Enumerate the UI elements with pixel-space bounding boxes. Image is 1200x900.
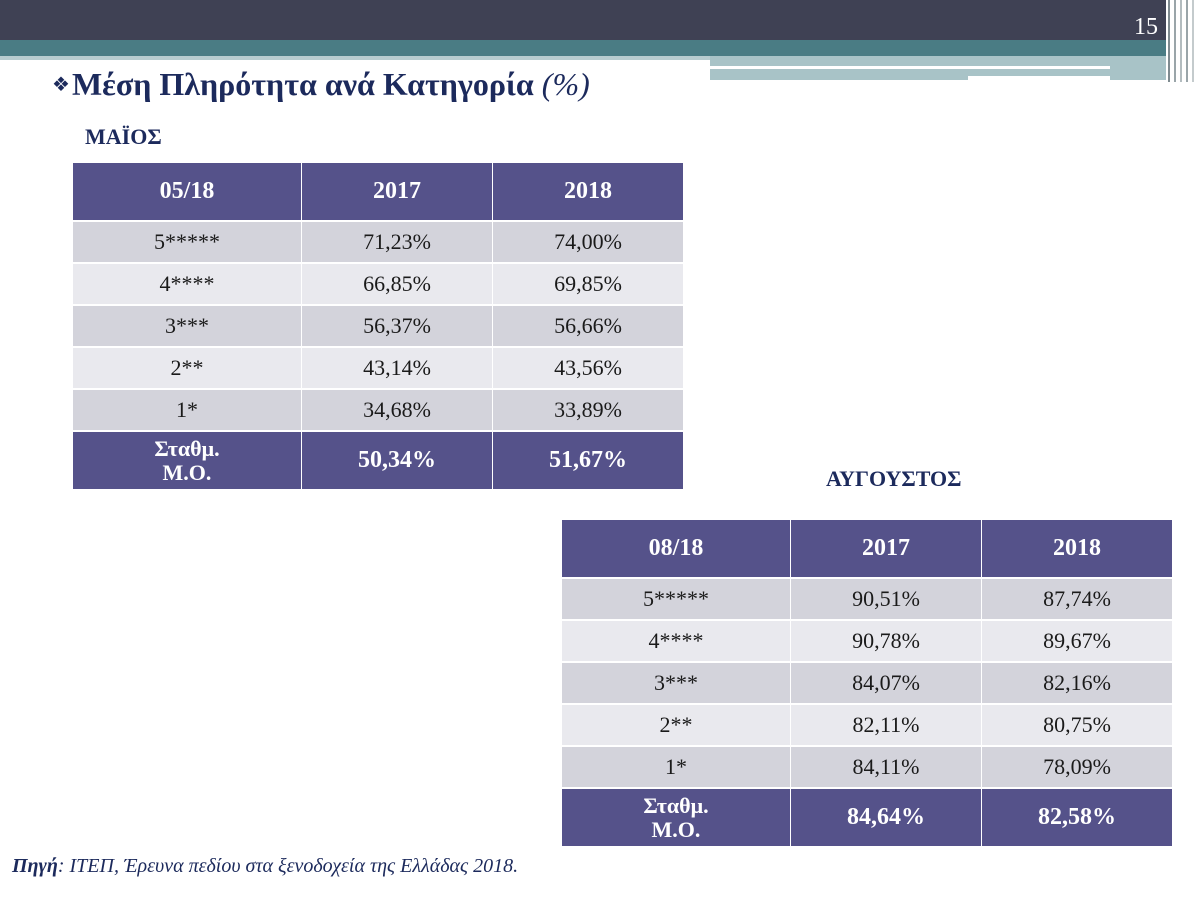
august-row-category: 1*	[562, 747, 790, 787]
august-row-category: 4****	[562, 621, 790, 661]
header-step-line	[710, 66, 1110, 69]
august-row-value-2017: 90,78%	[791, 621, 981, 661]
may-row-value-2017: 66,85%	[302, 264, 492, 304]
august-row-value-2018: 87,74%	[982, 579, 1172, 619]
may-total-label	[73, 432, 301, 489]
may-row-value-2018: 69,85%	[493, 264, 683, 304]
may-row-category: 4****	[73, 264, 301, 304]
source-footnote	[12, 855, 518, 878]
may-row-value-2017: 43,14%	[302, 348, 492, 388]
august-total-label	[562, 789, 790, 846]
source-label: Πηγή	[12, 855, 58, 877]
corner-vertical-line	[1192, 0, 1194, 82]
source-text: : ΙΤΕΠ, Έρευνα πεδίου στα ξενοδοχεία της Ελλάδας 2018.	[57, 855, 519, 877]
may-total-label-line1: Σταθμ.	[154, 436, 220, 462]
august-header-period: 08/18	[562, 520, 790, 577]
header-thin-line	[0, 56, 710, 60]
august-row-category: 3***	[562, 663, 790, 703]
august-total-2017: 84,64%	[791, 789, 981, 846]
august-row-category: 5*****	[562, 579, 790, 619]
august-total-label-line2: Μ.Ο.	[651, 816, 701, 842]
may-row-value-2017: 34,68%	[302, 390, 492, 430]
corner-vertical-line	[1168, 0, 1170, 82]
may-total-label-line2: Μ.Ο.	[162, 459, 212, 485]
august-total-label-line1: Σταθμ.	[643, 793, 709, 819]
corner-vertical-line	[1180, 0, 1182, 82]
may-row-category: 5*****	[73, 222, 301, 262]
may-total-2018: 51,67%	[493, 432, 683, 489]
august-header-2018: 2018	[982, 520, 1172, 577]
may-row-category: 2**	[73, 348, 301, 388]
corner-vertical-line	[1186, 0, 1188, 82]
may-row-value-2018: 56,66%	[493, 306, 683, 346]
may-row-value-2017: 71,23%	[302, 222, 492, 262]
august-total-2018: 82,58%	[982, 789, 1172, 846]
may-row-value-2018: 74,00%	[493, 222, 683, 262]
may-header-period: 05/18	[73, 163, 301, 220]
august-table	[562, 520, 1172, 846]
may-header-2018: 2018	[493, 163, 683, 220]
august-row-value-2017: 84,11%	[791, 747, 981, 787]
august-row-value-2018: 89,67%	[982, 621, 1172, 661]
slide-title-text: Μέση Πληρότητα ανά Κατηγορία	[71, 66, 534, 102]
august-row-category: 2**	[562, 705, 790, 745]
august-row-value-2018: 82,16%	[982, 663, 1172, 703]
may-row-category: 1*	[73, 390, 301, 430]
may-row-value-2018: 33,89%	[493, 390, 683, 430]
august-row-value-2018: 78,09%	[982, 747, 1172, 787]
diamond-bullet-icon: ❖	[52, 72, 70, 96]
august-row-value-2017: 90,51%	[791, 579, 981, 619]
slide-title-suffix: (%)	[541, 66, 590, 102]
may-total-2017: 50,34%	[302, 432, 492, 489]
august-label: ΑΥΓΟΥΣΤΟΣ	[826, 466, 962, 491]
may-table	[73, 163, 683, 489]
may-row-value-2018: 43,56%	[493, 348, 683, 388]
header-dark-band	[0, 0, 1166, 40]
header-teal-band	[0, 40, 1166, 56]
may-row-value-2017: 56,37%	[302, 306, 492, 346]
corner-vertical-line	[1174, 0, 1176, 82]
slide-title	[52, 66, 590, 103]
may-header-2017: 2017	[302, 163, 492, 220]
page-number: 15	[1134, 14, 1158, 40]
august-row-value-2018: 80,75%	[982, 705, 1172, 745]
august-row-value-2017: 82,11%	[791, 705, 981, 745]
may-row-category: 3***	[73, 306, 301, 346]
august-header-2017: 2017	[791, 520, 981, 577]
header-step-low-line	[968, 76, 1110, 80]
august-row-value-2017: 84,07%	[791, 663, 981, 703]
may-label: ΜΑΪΟΣ	[85, 124, 162, 149]
